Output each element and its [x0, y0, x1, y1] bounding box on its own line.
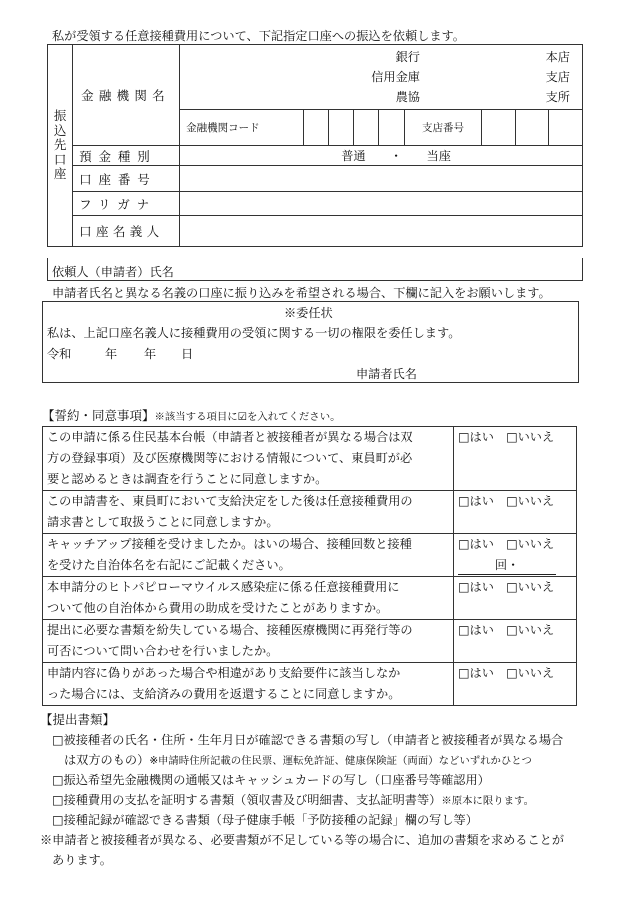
bank-code-box-2[interactable]: [329, 110, 354, 146]
yes-checkbox[interactable]: □はい: [458, 537, 494, 551]
branch-number-label: 支店番号: [404, 110, 482, 146]
consent-answer: [454, 663, 577, 706]
account-holder-field[interactable]: [180, 216, 583, 247]
no-checkbox[interactable]: □いいえ: [506, 537, 555, 551]
consent-row: [43, 577, 577, 620]
consent-row: [43, 534, 577, 577]
consent-row: [43, 663, 577, 706]
signature-label: 申請者氏名: [356, 367, 417, 381]
consent-answer: [454, 534, 577, 577]
doc-item-receipt[interactable]: □接種費用の支払を証明する書類（領収書及び明細書、支払証明書等）※原本に限ります。: [52, 793, 535, 807]
consent-answer: [454, 577, 577, 620]
no-checkbox[interactable]: □いいえ: [506, 580, 555, 594]
branch-number-box-1[interactable]: [482, 110, 516, 146]
doc-item-identity-cont: は双方のもの）※申請時住所記載の住民票、運転免許証、健康保険証（両面）などいずれかひとつ: [64, 753, 532, 767]
consent-question: この申請に係る住民基本台帳（申請者と被接種者が異なる場合は双 方の登録事項）及び医療機関等における情報について、東員町が必 要と認めるときは調査を行うことに同意しますか。: [43, 427, 454, 491]
applicant-name-label: 依頼人（申請者）氏名: [52, 265, 174, 279]
account-number-label: 口座番号: [73, 166, 180, 192]
consent-table: [42, 426, 577, 706]
branch-number-box-2[interactable]: [515, 110, 549, 146]
applicant-name-field[interactable]: [47, 258, 583, 281]
bank-account-table: [47, 44, 583, 247]
branch-number-box-3[interactable]: [549, 110, 583, 146]
bank-code-label: 金融機関コード: [180, 110, 304, 146]
bank-code-box-1[interactable]: [303, 110, 328, 146]
deposit-type-label: 預金種別: [73, 146, 180, 166]
consent-question: 申請内容に偽りがあった場合や相違があり支給要件に該当しなか った場合には、支給済みの費用を返還することに同意しますか。: [43, 663, 454, 706]
date-year-label: 年: [105, 347, 118, 361]
consent-question: 提出に必要な書類を紛失している場合、接種医療機関に再発行等の 可否について問い合わせを行いましたか。: [43, 620, 454, 663]
account-holder-label: 口座名義人: [73, 216, 180, 247]
no-checkbox[interactable]: □いいえ: [506, 430, 555, 444]
transfer-account-side-label: 振 込 先 口 座: [48, 45, 73, 247]
intro-text: 私が受領する任意接種費用について、下記指定口座への振込を依頼します。: [52, 29, 465, 43]
furigana-label: フリガナ: [73, 192, 180, 216]
consent-heading: [42, 406, 340, 424]
yes-checkbox[interactable]: □はい: [458, 494, 494, 508]
no-checkbox[interactable]: □いいえ: [506, 666, 555, 680]
consent-question: この申請書を、東員町において支給決定をした後は任意接種費用の 請求書として取扱うことに同意しますか。: [43, 491, 454, 534]
consent-answer: [454, 620, 577, 663]
doc-item-identity[interactable]: □被接種者の氏名・住所・生年月日が確認できる書類の写し（申請者と被接種者が異なる場合: [52, 733, 564, 747]
consent-note: ※該当する項目に☑を入れてください。: [154, 411, 341, 423]
yes-checkbox[interactable]: □はい: [458, 430, 494, 444]
account-number-field[interactable]: [180, 166, 583, 192]
doc-item-bankbook[interactable]: □振込希望先金融機関の通帳又はキャッシュカードの写し（口座番号等確認用）: [52, 773, 490, 787]
catchup-count-field[interactable]: 回・: [458, 557, 556, 575]
institution-name-field[interactable]: 銀行 本店 信用金庫 支店 農協 支所: [180, 45, 583, 110]
documents-title: 【提出書類】: [40, 712, 116, 727]
consent-row: [43, 620, 577, 663]
consent-question: キャッチアップ接種を受けましたか。はいの場合、接種回数と接種 を受けた自治体名を右記にご記載ください。: [43, 534, 454, 577]
no-checkbox[interactable]: □いいえ: [506, 494, 555, 508]
deposit-type-value[interactable]: 普通 ・ 当座: [180, 146, 583, 166]
consent-question: 本申請分のヒトパピローマウイルス感染症に係る任意接種費用に ついて他の自治体から費用の助成を受けたことがありますか。: [43, 577, 454, 620]
yes-checkbox[interactable]: □はい: [458, 666, 494, 680]
consent-title: 【誓約・同意事項】: [42, 408, 155, 423]
doc-item-vaccination-record[interactable]: □接種記録が確認できる書類（母子健康手帳「予防接種の記録」欄の写し等）: [52, 813, 478, 827]
no-checkbox[interactable]: □いいえ: [506, 623, 555, 637]
delegation-box: [42, 301, 579, 383]
consent-row: [43, 427, 577, 491]
date-day-label: 日: [181, 347, 194, 361]
bank-code-box-4[interactable]: [379, 110, 404, 146]
delegation-text: 私は、上記口座名義人に接種費用の受領に関する一切の権限を委任します。: [47, 326, 461, 340]
consent-answer: [454, 427, 577, 491]
furigana-field[interactable]: [180, 192, 583, 216]
bank-code-box-3[interactable]: [354, 110, 379, 146]
different-name-notice: 申請者氏名と異なる名義の口座に振り込みを希望される場合、下欄に記入をお願いします。: [52, 286, 551, 300]
yes-checkbox[interactable]: □はい: [458, 580, 494, 594]
documents-footnote-line2: あります。: [52, 853, 112, 867]
date-month-label: 年: [144, 347, 157, 361]
consent-answer: [454, 491, 577, 534]
yes-checkbox[interactable]: □はい: [458, 623, 494, 637]
documents-footnote-line1: ※申請者と被接種者が異なる、必要書類が不足している等の場合に、追加の書類を求めることが: [40, 833, 565, 847]
consent-row: [43, 491, 577, 534]
institution-name-label: 金融機関名: [73, 45, 180, 146]
date-era: 令和: [47, 347, 72, 361]
delegation-title: ※委任状: [284, 306, 333, 320]
